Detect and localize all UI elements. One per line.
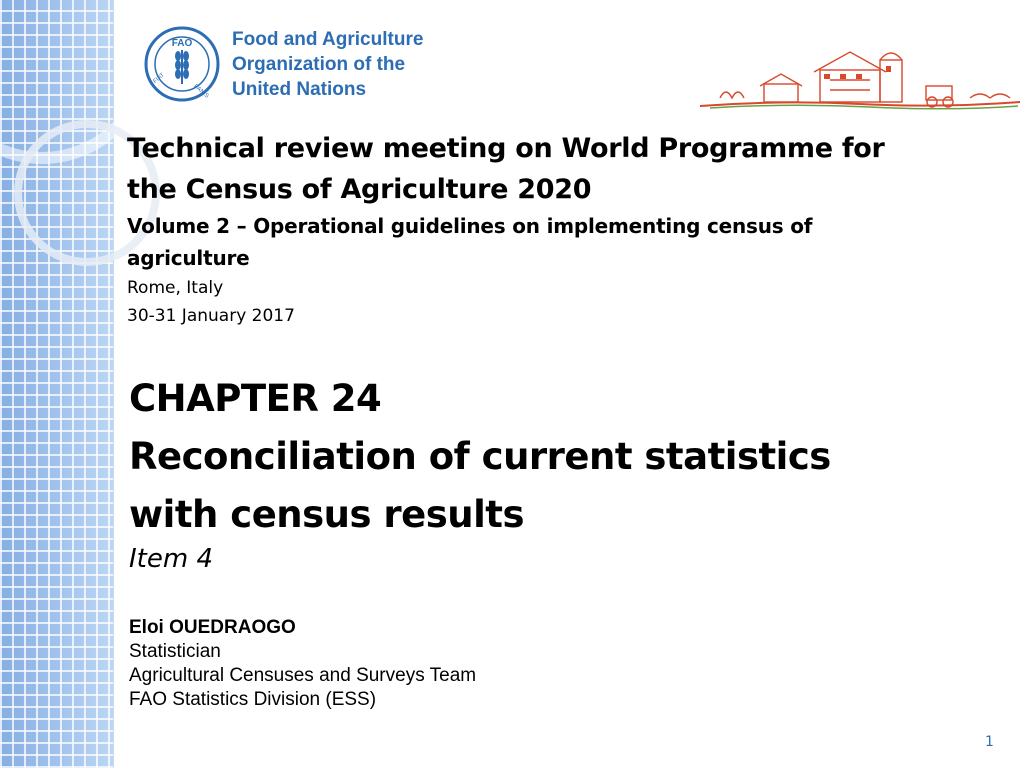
fao-name-line: United Nations [232, 78, 367, 100]
chapter-title-line: with census results [129, 493, 525, 536]
wheat-ear-icon [175, 50, 189, 84]
emblem-fiat-text: FIAT [152, 72, 166, 85]
author-team: Agricultural Censuses and Surveys Team [129, 665, 477, 686]
fao-name [232, 27, 423, 102]
author-name: Eloi OUEDRAOGO [129, 617, 296, 638]
fao-name-line: Food and Agriculture [232, 28, 424, 50]
chapter-number: CHAPTER 24 [129, 377, 382, 420]
chapter-heading [129, 370, 1009, 544]
volume-subtitle-line: agriculture [127, 246, 250, 270]
decorative-sidebar [0, 0, 114, 768]
author-role: Statistician [129, 641, 221, 662]
farm-illustration [700, 40, 1020, 114]
meeting-info [127, 128, 1007, 330]
meeting-title-line: the Census of Agriculture 2020 [127, 174, 592, 205]
emblem-fao-text: FAO [171, 38, 193, 49]
volume-subtitle-line: Volume 2 – Operational guidelines on implementing census of [127, 214, 813, 238]
agenda-item: Item 4 [129, 544, 213, 574]
fao-name-line: Organization of the [232, 53, 406, 75]
meeting-location: Rome, Italy [127, 278, 224, 298]
fao-logo [144, 26, 423, 102]
chapter-title-line: Reconciliation of current statistics [129, 435, 831, 478]
meeting-title-line: Technical review meeting on World Programme for [127, 133, 885, 164]
author-division: FAO Statistics Division (ESS) [129, 689, 377, 710]
slide-number: 1 [985, 734, 994, 750]
fao-emblem-icon [144, 26, 220, 102]
author-block [129, 616, 476, 712]
meeting-dates: 30-31 January 2017 [127, 306, 295, 326]
emblem-panis-text: PANIS [192, 83, 210, 100]
